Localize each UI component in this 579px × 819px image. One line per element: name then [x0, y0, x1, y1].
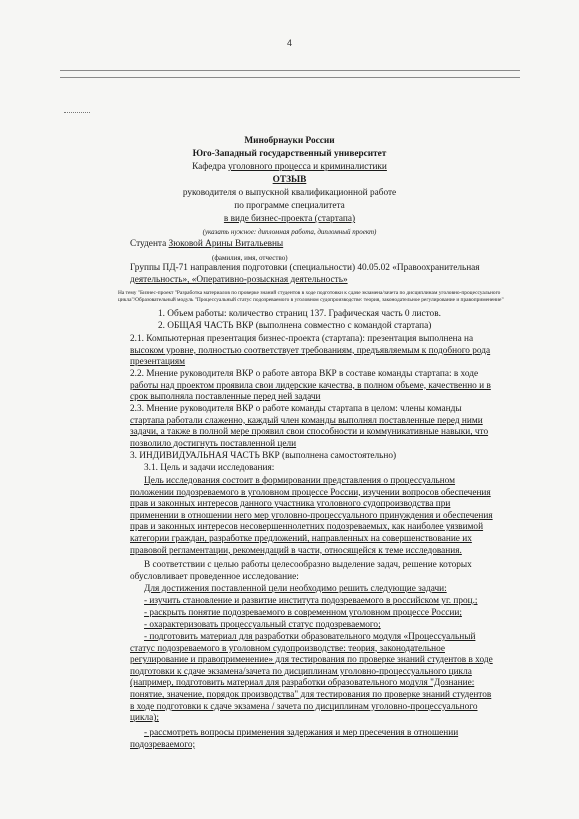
subtitle-line-3: в виде бизнес-проекта (стартапа) — [223, 214, 356, 224]
task-item-detention: - рассмотреть вопросы применения задержания и мер пресечения в отношении подозреваемого; — [130, 728, 459, 750]
task-item-module: - подготовить материал для разработки образовательного модуля «Процессуальный статус подозреваемого в уголовном судопроизводстве: теория, законодательное регулирование и правоприменение» для тестирования по проверке знаний студентов в ходе подготовки к сдаче экзамена/зачета по дисциплинам уголовно-процессуального цикла (например, подготовить материал для разработки образовательного модуля "Дознание: понятие, значение, порядок производства" для тестирования по проверке знаний студентов в ходе подготовки к сдаче экзамена / зачета по дисциплинам уголовно-процессуального цикла); — [130, 632, 493, 724]
student-name: Зюковой Арины Витальевны — [168, 239, 284, 249]
university-heading: Юго-Западный государственный университет — [192, 149, 387, 159]
item-2-3-team-work: 2.3. Мнение руководителя ВКР о работе команды стартапа в целом: члены команды стартапа работали слаженно, каждый член команды выполнял поставленные перед ними задачи, а также в полной мере проявил свои способности и коммуникативные навыки, что позволило достигнуть поставленной цели — [130, 404, 489, 449]
document-title: ОТЗЫВ — [272, 175, 307, 185]
student-line: Студента Зюковой Арины Витальевны — [130, 239, 284, 249]
topic-line-1: На тему "Бизнес-проект "Разработка материалов по проверке знаний студентов в ходе подготовки к сдаче экзамена/зачета по дисциплинам уголовно-процессуального — [118, 290, 501, 296]
item-2-2-author-work: 2.2. Мнение руководителя ВКР о работе автора ВКР в составе команды стартапа: в ходе работы над проектом проявила свои лидерские качества, в полном объеме, качественно и в срок выполняла поставленные перед ней задачи — [130, 369, 491, 403]
scan-mark — [64, 112, 90, 121]
group-line-1: Группы ПД-71 направления подготовки (специальности) 40.05.02 «Правоохранительная — [130, 263, 480, 273]
divider-line — [60, 70, 520, 71]
group-line-2: деятельность», «Оперативно-розыскная деятельность» — [130, 275, 348, 285]
student-note: (фамилия, имя, отчество) — [212, 254, 288, 262]
item-3-individual-part: 3. ИНДИВИДУАЛЬНАЯ ЧАСТЬ ВКР (выполнена самостоятельно) — [130, 451, 397, 461]
subtitle-line-1: руководителя о выпускной квалификационной работе — [182, 188, 397, 198]
divider-line — [60, 77, 520, 78]
topic-line-2: цикла"/Образовательный модуль "Процессуальный статус подозреваемого в уголовном судопроизводстве: теория, законодательное регулирование и правоприменение" — [118, 297, 504, 303]
task-item: - охарактеризовать процессуальный статус подозреваемого; — [144, 620, 381, 630]
ministry-heading: Минобрнауки России — [244, 136, 335, 146]
item-2-1-presentation: 2.1. Компьютерная презентация бизнес-проекта (стартапа): презентация выполнена на высоком уровне, полностью соответствует требованиям, предъявляемым к подобного рода презентациям — [130, 334, 491, 368]
department-line: Кафедра уголовного процесса и криминалистики — [192, 162, 387, 172]
tasks-lead: Для достижения поставленной цели необходимо решить следующие задачи: — [144, 584, 447, 594]
page-number: 4 — [286, 38, 292, 48]
department-name: уголовного процесса и криминалистики — [228, 162, 387, 172]
subtitle-note: (указать нужное: дипломная работа, дипломный проект) — [202, 228, 377, 236]
task-item: - раскрыть понятие подозреваемого в современном уголовном процессе России; — [144, 608, 462, 618]
item-1-volume: 1. Объем работы: количество страниц 137. Графическая часть 0 листов. — [158, 309, 441, 319]
research-goal-paragraph: Цель исследования состоит в формировании представления о процессуальном положении подозреваемого в уголовном процессе России, изучении вопросов обеспечения прав и законных интересов данного участника уголовного судопроизводства при применении в отношении него мер уголовно-процессуального принуждения и обеспечения прав и законных интересов несовершеннолетних подозреваемых, как наиболее уязвимой категории граждан, разработке предложений, направленных на совершенствование их правовой регламентации, рекомендаций в части, относящейся к теме исследования. — [130, 476, 493, 556]
item-2-general-part: 2. ОБЩАЯ ЧАСТЬ ВКР (выполнена совместно с командой стартапа) — [158, 321, 432, 331]
subtitle-line-2: по программе специалитета — [234, 201, 345, 211]
item-3-1-goals: 3.1. Цель и задачи исследования: — [144, 463, 275, 473]
task-item: - изучить становление и развитие института подозреваемого в российском уг. проц.; — [144, 596, 478, 606]
tasks-intro-paragraph: В соответствии с целью работы целесообразно выделение задач, решение которых обусловливает проведенное исследование: — [130, 560, 472, 582]
